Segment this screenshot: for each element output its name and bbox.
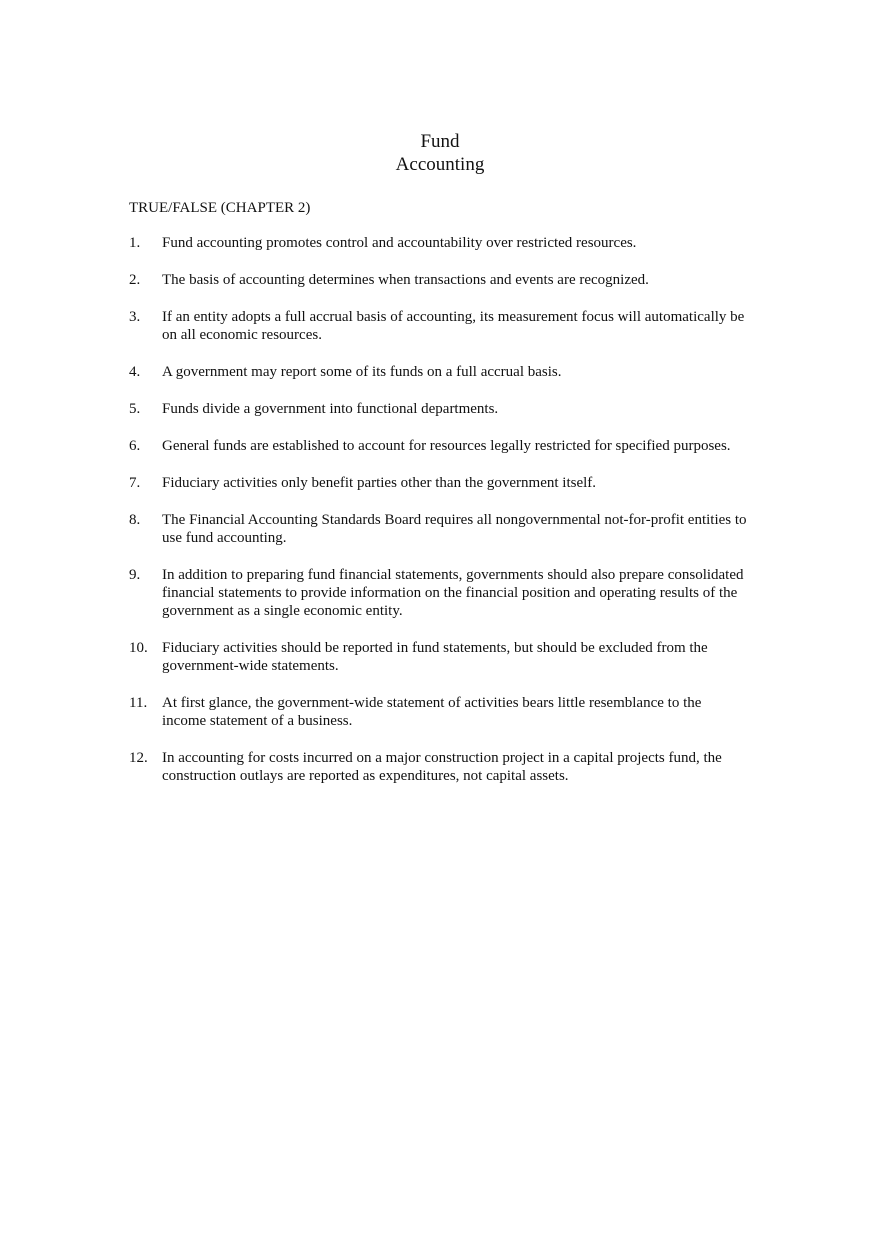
question-number: 1. xyxy=(129,235,141,251)
question-number: 8. xyxy=(129,512,141,528)
question-number: 12. xyxy=(129,750,148,766)
question-number: 3. xyxy=(129,309,141,325)
question-number: 5. xyxy=(129,401,141,417)
question-text: General funds are established to account for resources legally restricted for specified purposes. xyxy=(162,438,731,454)
question-number: 10. xyxy=(129,640,148,656)
question-text: In addition to preparing fund financial statements, governments should also prepare consolidated financial statements to provide information on the financial position and operating results of the government as a single economic entity. xyxy=(162,567,744,619)
question-text: Fiduciary activities only benefit parties other than the government itself. xyxy=(162,475,597,491)
question-number: 7. xyxy=(129,475,141,491)
question-text: At first glance, the government-wide statement of activities bears little resemblance to the income statement of a business. xyxy=(162,695,702,729)
question-text: The basis of accounting determines when transactions and events are recognized. xyxy=(162,272,649,288)
section-heading: TRUE/FALSE (CHAPTER 2) xyxy=(129,200,311,216)
question-text: In accounting for costs incurred on a major construction project in a capital projects fund, the construction outlays are reported as expenditures, not capital assets. xyxy=(162,750,722,784)
question-item xyxy=(129,639,749,675)
question-item xyxy=(129,694,749,730)
document-title xyxy=(0,130,880,176)
question-text: A government may report some of its funds on a full accrual basis. xyxy=(162,364,562,380)
title-line-2: Accounting xyxy=(395,154,485,175)
question-item xyxy=(129,749,749,785)
question-item xyxy=(129,566,749,620)
question-text: Fiduciary activities should be reported in fund statements, but should be excluded from the government-wide statements. xyxy=(162,640,708,674)
question-item xyxy=(129,400,749,418)
question-item xyxy=(129,511,749,547)
question-text: The Financial Accounting Standards Board requires all nongovernmental not-for-profit entities to use fund accounting. xyxy=(162,512,747,546)
title-line-1: Fund xyxy=(420,131,460,152)
question-number: 4. xyxy=(129,364,141,380)
question-list xyxy=(129,234,749,804)
question-text: If an entity adopts a full accrual basis of accounting, its measurement focus will automatically be on all economic resources. xyxy=(162,309,745,343)
question-item xyxy=(129,234,749,252)
question-number: 6. xyxy=(129,438,141,454)
question-number: 9. xyxy=(129,567,141,583)
question-item xyxy=(129,308,749,344)
question-item xyxy=(129,363,749,381)
question-text: Funds divide a government into functional departments. xyxy=(162,401,499,417)
question-number: 2. xyxy=(129,272,141,288)
question-number: 11. xyxy=(129,695,148,711)
question-item xyxy=(129,474,749,492)
question-item xyxy=(129,437,749,455)
question-text: Fund accounting promotes control and accountability over restricted resources. xyxy=(162,235,637,251)
question-item xyxy=(129,271,749,289)
